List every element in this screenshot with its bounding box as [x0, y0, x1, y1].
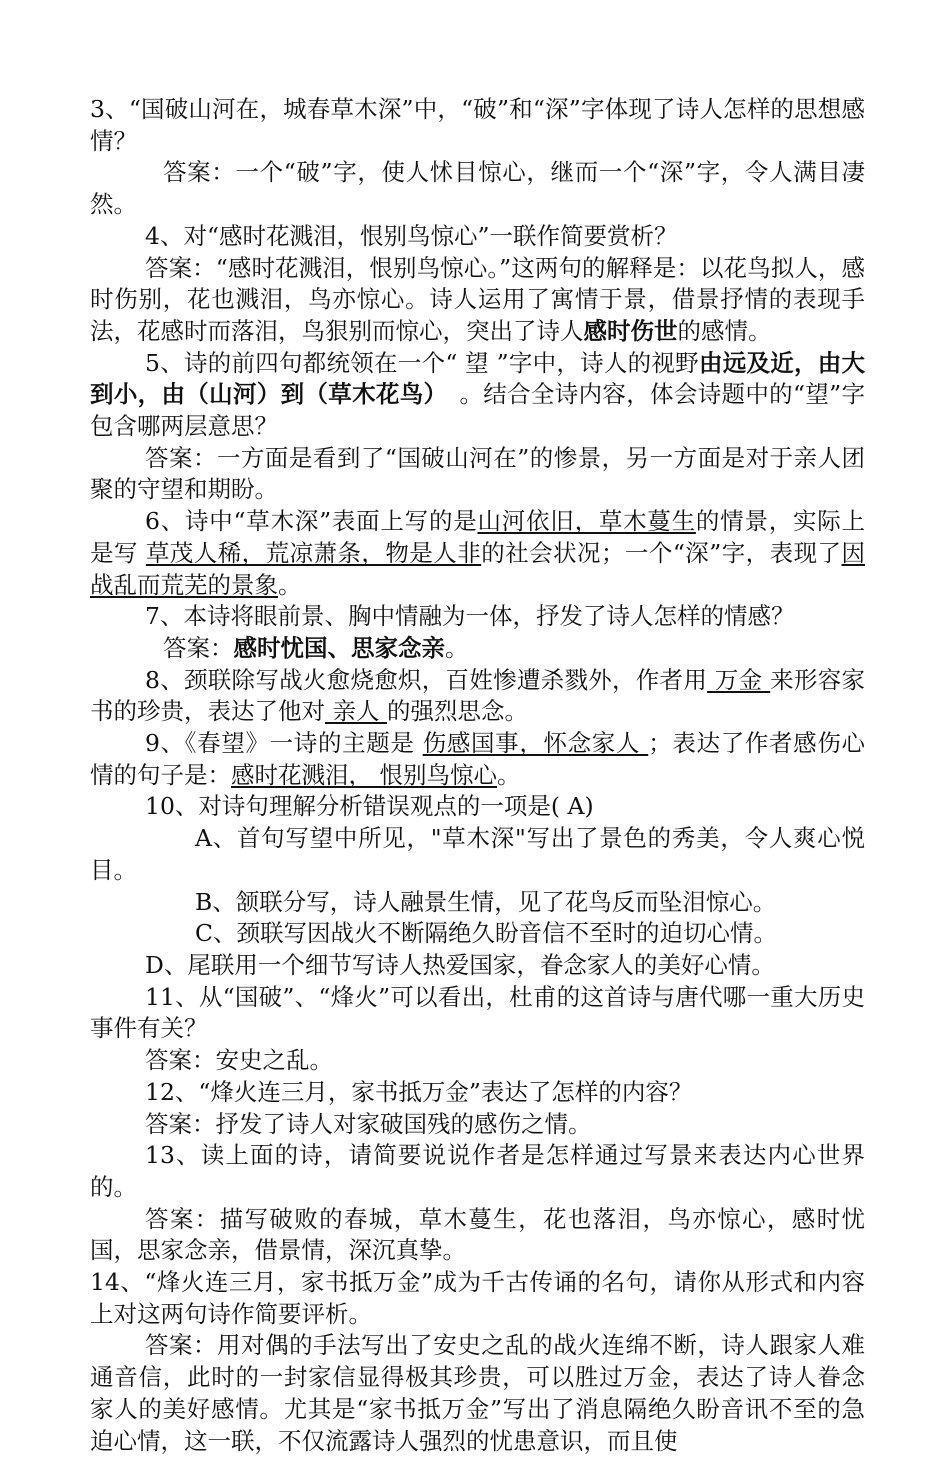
- q4-answer: [90, 253, 865, 348]
- q5-text-2: 。结合全诗内容，体会诗题中的“望”字包含哪两层意思？: [90, 380, 865, 441]
- q8-fill-2: 亲人: [325, 697, 387, 726]
- q6-question: [90, 506, 865, 601]
- q6-text-1: 6、诗中“草木深”表面上写的是: [145, 507, 478, 536]
- q6-text-4: 。: [278, 570, 302, 599]
- q7-answer-bold: 感时忧国、思家念亲: [233, 633, 445, 662]
- q3-answer: 答案：一个“破”字，使人怵目惊心，继而一个“深”字，令人满目凄然。: [90, 158, 865, 219]
- q7-question: 7、本诗将眼前景、胸中情融为一体，抒发了诗人怎样的情感？: [145, 602, 795, 631]
- q5-question: [90, 348, 865, 443]
- q4-answer-tail: 的感情。: [677, 316, 772, 345]
- q6-text-2: 的情景，实际上是写: [90, 507, 866, 567]
- q7-answer-label: 答案：: [163, 633, 234, 662]
- q9-text-1: 9、《春望》一诗的主题是: [145, 729, 423, 758]
- q11-answer: 答案：安史之乱。: [145, 1046, 333, 1075]
- q5-text-1: 5、诗的前四句都统领在一个“ 望 ”字中，诗人的视野: [145, 348, 699, 377]
- q10-option-c: C、颈联写因战火不断隔绝久盼音信不至时的迫切心情。: [195, 919, 777, 948]
- q4-answer-text: 答案：“感时花溅泪，恨别鸟惊心。”这两句的解释是：以花鸟拟人，感时伤别，花也溅泪，鸟亦惊心。诗人运用了寓情于景，借景抒情的表现手法，花感时而落泪，鸟狠别而惊心，突出了诗人: [90, 253, 865, 345]
- q12-answer: 答案：抒发了诗人对家破国残的感伤之情。: [145, 1109, 592, 1138]
- q6-text-3: 的社会状况；一个“深”字，表现了: [481, 538, 842, 567]
- q9-text-2: ；表达了作者感伤心情的句子是：: [90, 729, 865, 789]
- q9-question: [90, 728, 865, 791]
- q7-answer: [90, 633, 865, 665]
- q5-bold-answer: 由远及近，由大到小，由（山河）到（草木花鸟）: [90, 348, 866, 409]
- q8-fill-1: 万金: [707, 665, 771, 694]
- q6-fill-2: 草茂人稀，荒凉萧条，物是人非: [145, 538, 482, 567]
- q14-answer: 答案：用对偶的手法写出了安史之乱的战火连绵不断，诗人跟家人难通音信，此时的一封家信显得极其珍贵，可以胜过万金，表达了诗人眷念家人的美好感情。尤其是“家书抵万金”写出了消息隔绝久盼音讯不至的急迫心情，这一联，不仅流露诗人强烈的忧患意识，而且使: [90, 1331, 865, 1455]
- q7-answer-tail: 。: [445, 633, 469, 662]
- q8-question: [90, 665, 865, 728]
- q8-text-2: 来形容家书的珍贵，表达了他对: [90, 665, 866, 726]
- q8-text-1: 8、颈联除写战火愈烧愈炽，百姓惨遭杀戮外，作者用: [145, 665, 708, 694]
- q6-fill-1: 山河依旧，草木蔓生: [477, 507, 696, 536]
- q10-option-d: D、尾联用一个细节写诗人热爱国家，眷念家人的美好心情。: [145, 950, 775, 979]
- q3-question: 3、“国破山河在，城春草木深”中，“破”和“深”字体现了诗人怎样的思想感情？: [90, 95, 865, 155]
- q10-option-b: B、颔联分写，诗人融景生情，见了花鸟反而坠泪惊心。: [195, 887, 777, 916]
- q10-option-a: A、首句写望中所见，"草木深"写出了景色的秀美，令人爽心悦目。: [90, 824, 865, 884]
- q12-question: 12、“烽火连三月，家书抵万金”表达了怎样的内容？: [145, 1077, 693, 1106]
- q13-answer: 答案：描写破败的春城，草木蔓生，花也落泪，鸟亦惊心，感时忧国，思家念亲，借景情，深沉真挚。: [90, 1204, 865, 1265]
- q6-fill-3: 因战乱而荒芜的景象: [90, 538, 865, 599]
- q8-text-3: 的强烈思念。: [386, 697, 528, 726]
- q4-answer-keyword: 感时伤世: [583, 316, 678, 345]
- q4-question: 4、对“感时花溅泪，恨别鸟惊心”一联作简要赏析？: [145, 221, 678, 250]
- q5-answer: 答案：一方面是看到了“国破山河在”的惨景，另一方面是对于亲人团聚的守望和期盼。: [90, 443, 865, 504]
- q10-question: 10、对诗句理解分析错误观点的一项是( A): [145, 792, 594, 821]
- q13-question: 13、读上面的诗，请简要说说作者是怎样通过写景来表达内心世界的。: [90, 1141, 865, 1201]
- q9-fill-2: 感时花溅泪， 恨别鸟惊心: [231, 760, 497, 789]
- q9-text-3: 。: [496, 760, 521, 789]
- q14-question: 14、“烽火连三月，家书抵万金”成为千古传诵的名句，请你从形式和内容上对这两句诗作简要评析。: [90, 1268, 865, 1328]
- q11-question: 11、从“国破”、“烽火”可以看出，杜甫的这首诗与唐代哪一重大历史事件有关？: [90, 982, 865, 1043]
- q9-fill-1: 伤感国事，怀念家人: [422, 729, 649, 758]
- document-page: [90, 94, 865, 1457]
